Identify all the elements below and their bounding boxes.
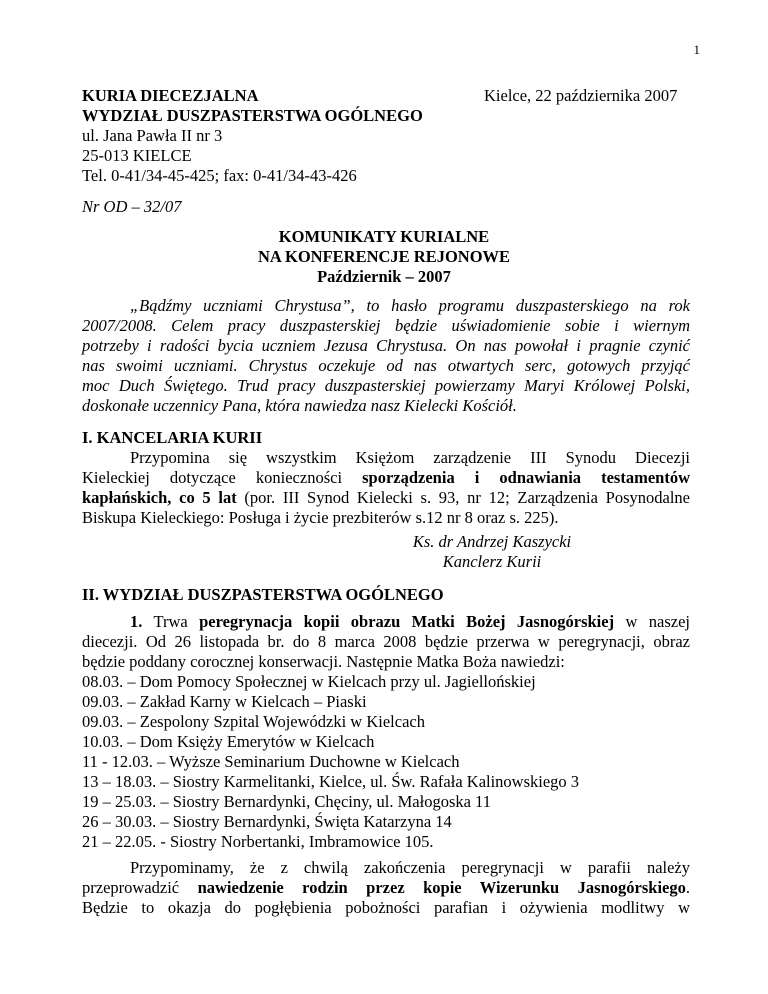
letter-date: Kielce, 22 października 2007 [484, 86, 678, 105]
chancery-text: Kieleckiej dotyczące konieczności [82, 468, 363, 487]
org-name: KURIA DIECEZJALNA [82, 86, 259, 105]
signature-name: Ks. dr Andrzej Kaszycki [412, 532, 572, 551]
reminder-text: przeprowadzić [82, 878, 198, 897]
signature-title: Kanclerz Kurii [442, 552, 542, 571]
pastoral-line [130, 612, 690, 632]
schedule-item: 09.03. – Zakład Karny w Kielcach – Piaski [82, 692, 367, 711]
reminder-line: Przypominamy, że z chwilą zakończenia peregrynacji w parafii należy [130, 858, 690, 877]
chancery-line: Biskupa Kieleckiego: Posługa i życie prezbiterów s.12 nr 8 oraz s. 225). [82, 508, 559, 527]
title-line-2: NA KONFERENCJE REJONOWE [257, 247, 511, 266]
schedule-item: 21 – 22.05. - Siostry Norbertanki, Imbramowice 105. [82, 832, 434, 851]
reminder-line: Będzie to okazja do pogłębienia pobożności parafian i ożywienia modlitwy w [82, 898, 690, 917]
section-heading-pastoral: II. WYDZIAŁ DUSZPASTERSTWA OGÓLNEGO [82, 585, 444, 604]
page-number: 1 [693, 42, 700, 57]
intro-line: nas swoimi uczniami. Chrystus oczekuje od nas otwartych serc, gotowych przyjąć [82, 356, 690, 375]
contact-phone: Tel. 0-41/34-45-425; fax: 0-41/34-43-426 [82, 166, 357, 185]
chancery-emphasis: sporządzenia i odnawiania testamentów [362, 468, 690, 487]
reminder-text: . [685, 878, 690, 897]
title-line-3: Październik – 2007 [317, 267, 451, 286]
intro-line: 2007/2008. Celem pracy duszpasterskiej będzie uświadomienie sobie i wiernym [82, 316, 690, 335]
intro-line: potrzeby i radości bycia uczniem Jezusa Chrystusa. On nas powołał i pragnie czynić [82, 336, 690, 355]
schedule-item: 19 – 25.03. – Siostry Bernardynki, Chęciny, ul. Małogoska 11 [82, 792, 491, 811]
address-city: 25-013 KIELCE [82, 146, 192, 165]
chancery-text: (por. III Synod Kielecki s. 93, nr 12; Zarządzenia Posynodalne [236, 488, 691, 507]
chancery-line: Przypomina się wszystkim Księżom zarządzenie III Synodu Diecezji [130, 448, 690, 467]
reminder-line [82, 878, 690, 898]
chancery-line [82, 488, 690, 508]
department-name: WYDZIAŁ DUSZPASTERSTWA OGÓLNEGO [82, 106, 423, 125]
pastoral-emphasis: peregrynacja kopii obrazu Matki Bożej Jasnogórskiej [199, 612, 615, 631]
pastoral-text: w naszej [614, 612, 690, 631]
pastoral-line: będzie poddany corocznej konserwacji. Następnie Matka Boża nawiedzi: [82, 652, 565, 671]
section-heading-chancery: I. KANCELARIA KURII [82, 428, 263, 447]
intro-line: „Bądźmy uczniami Chrystusa”, to hasło programu duszpasterskiego na rok [130, 296, 690, 315]
intro-line: moc Duch Świętego. Trud pracy duszpasterskiej powierzamy Maryi Królowej Polski, [82, 376, 690, 395]
schedule-item: 11 - 12.03. – Wyższe Seminarium Duchowne w Kielcach [82, 752, 460, 771]
schedule-item: 09.03. – Zespolony Szpital Wojewódzki w Kielcach [82, 712, 425, 731]
chancery-line [82, 468, 690, 488]
pastoral-text: Trwa [142, 612, 200, 631]
reference-number: Nr OD – 32/07 [82, 197, 182, 216]
intro-line: doskonałe uczennicy Pana, która nawiedza nasz Kielecki Kościół. [82, 396, 517, 415]
reminder-emphasis: nawiedzenie rodzin przez kopie Wizerunku Jasnogórskiego [197, 878, 686, 897]
schedule-item: 26 – 30.03. – Siostry Bernardynki, Święta Katarzyna 14 [82, 812, 452, 831]
chancery-emphasis: kapłańskich, co 5 lat [82, 488, 237, 507]
schedule-item: 08.03. – Dom Pomocy Społecznej w Kielcach przy ul. Jagiellońskiej [82, 672, 536, 691]
pastoral-line: diecezji. Od 26 listopada br. do 8 marca 2008 będzie przerwa w peregrynacji, obraz [82, 632, 690, 651]
title-line-1: KOMUNIKATY KURIALNE [278, 227, 490, 246]
address-street: ul. Jana Pawła II nr 3 [82, 126, 223, 145]
schedule-item: 13 – 18.03. – Siostry Karmelitanki, Kielce, ul. Św. Rafała Kalinowskiego 3 [82, 772, 580, 791]
item-number: 1. [130, 612, 143, 631]
schedule-item: 10.03. – Dom Księży Emerytów w Kielcach [82, 732, 375, 751]
